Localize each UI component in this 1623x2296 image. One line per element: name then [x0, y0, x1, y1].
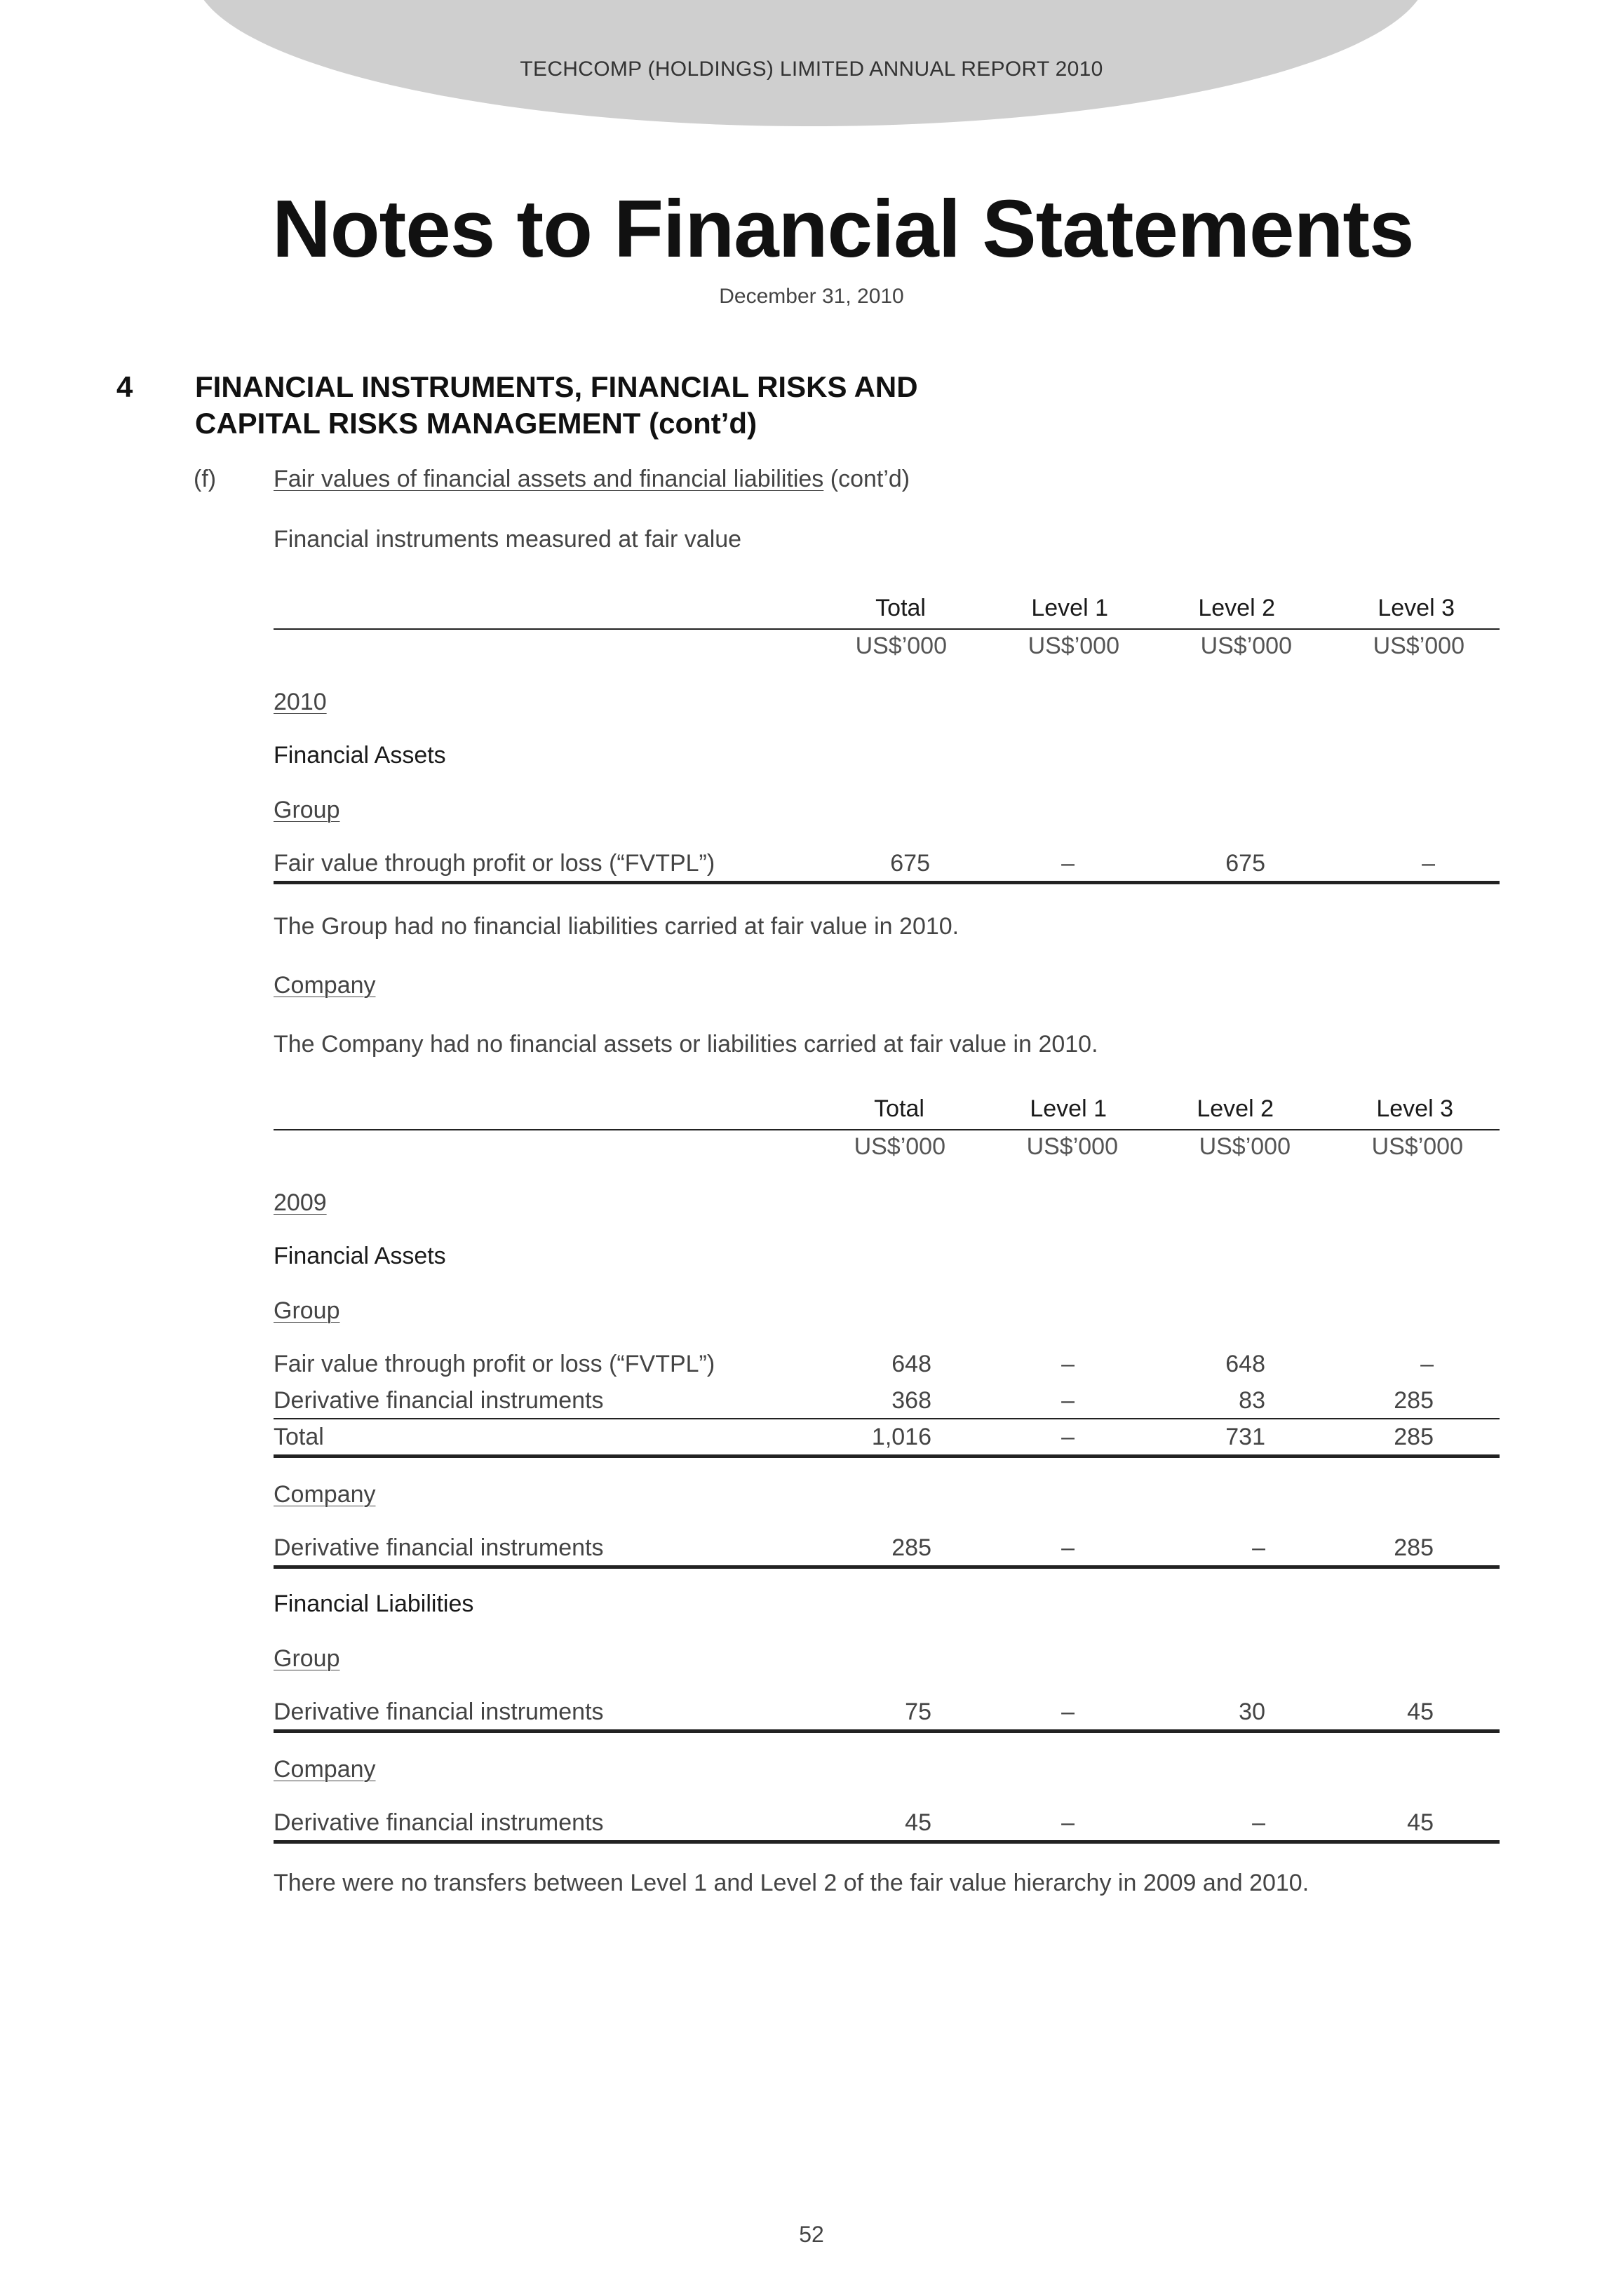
header-rule [274, 1129, 1500, 1130]
cell-level3: – [1422, 850, 1435, 877]
year-label: 2010 [274, 689, 327, 715]
cell-level2: 731 [1225, 1424, 1265, 1450]
col-header-level3: Level 3 [1378, 595, 1455, 621]
unit-level2: US$’000 [1200, 633, 1292, 659]
company-label: Company [274, 1481, 376, 1508]
unit-level1: US$’000 [1028, 633, 1119, 659]
note-heading [195, 369, 918, 442]
footnote: There were no transfers between Level 1 and Level 2 of the fair value hierarchy in 2009 and 2010. [274, 1870, 1309, 1896]
unit-level3: US$’000 [1371, 1133, 1463, 1160]
row-label: Total [274, 1424, 324, 1450]
year-label: 2009 [274, 1189, 327, 1216]
cell-level2: 83 [1239, 1387, 1265, 1414]
page-title: Notes to Financial Statements [272, 183, 1414, 274]
group-label: Group [274, 797, 340, 823]
cell-level2: – [1252, 1534, 1265, 1561]
unit-level3: US$’000 [1373, 633, 1464, 659]
intro-text: Financial instruments measured at fair value [274, 526, 742, 553]
table-rule [274, 1729, 1500, 1733]
unit-total: US$’000 [854, 1133, 945, 1160]
group-note: The Group had no financial liabilities carried at fair value in 2010. [274, 913, 959, 940]
cell-level3: 285 [1394, 1387, 1434, 1414]
table-rule [274, 1565, 1500, 1569]
company-label: Company [274, 972, 376, 999]
unit-total: US$’000 [855, 633, 947, 659]
cell-level3: 285 [1394, 1424, 1434, 1450]
row-label: Derivative financial instruments [274, 1699, 604, 1725]
unit-level1: US$’000 [1026, 1133, 1118, 1160]
group-label: Group [274, 1297, 340, 1324]
cell-level1: – [1061, 1387, 1075, 1414]
page-date: December 31, 2010 [719, 285, 904, 308]
cell-level3: 45 [1407, 1699, 1434, 1725]
sub-title [274, 466, 910, 493]
col-header-level1: Level 1 [1030, 1095, 1107, 1122]
cell-level3: 285 [1394, 1534, 1434, 1561]
sub-title-suffix: (cont’d) [823, 466, 910, 492]
unit-level2: US$’000 [1199, 1133, 1291, 1160]
sub-label: (f) [194, 466, 217, 492]
cell-level3: 45 [1407, 1809, 1434, 1836]
row-label: Derivative financial instruments [274, 1809, 604, 1836]
cell-level1: – [1061, 1351, 1075, 1377]
cell-total: 368 [891, 1387, 931, 1414]
cell-total: 675 [890, 850, 930, 877]
cell-level2: 675 [1225, 850, 1265, 877]
cell-level2: – [1252, 1809, 1265, 1836]
cell-level1: – [1061, 1699, 1075, 1725]
section-label: Financial Assets [274, 1243, 446, 1269]
cell-total: 75 [905, 1699, 931, 1725]
col-header-total: Total [875, 595, 926, 621]
cell-level1: – [1061, 1809, 1075, 1836]
subtotal-rule [274, 1418, 1500, 1419]
cell-total: 1,016 [871, 1424, 931, 1450]
cell-level1: – [1061, 1534, 1075, 1561]
note-heading-line1: FINANCIAL INSTRUMENTS, FINANCIAL RISKS AND [195, 370, 918, 403]
section-label: Financial Liabilities [274, 1591, 474, 1617]
cell-total: 648 [891, 1351, 931, 1377]
note-heading-line2: CAPITAL RISKS MANAGEMENT (cont’d) [195, 407, 757, 440]
table-rule [274, 1454, 1500, 1458]
company-note: The Company had no financial assets or liabilities carried at fair value in 2010. [274, 1031, 1098, 1058]
note-number: 4 [116, 370, 133, 403]
col-header-level3: Level 3 [1376, 1095, 1453, 1122]
col-header-level2: Level 2 [1197, 1095, 1274, 1122]
cell-total: 285 [891, 1534, 931, 1561]
col-header-total: Total [874, 1095, 924, 1122]
row-label: Derivative financial instruments [274, 1387, 604, 1414]
report-header: TECHCOMP (HOLDINGS) LIMITED ANNUAL REPORT 2010 [520, 58, 1103, 81]
col-header-level2: Level 2 [1198, 595, 1275, 621]
cell-level2: 30 [1239, 1699, 1265, 1725]
cell-level1: – [1061, 850, 1075, 877]
cell-level2: 648 [1225, 1351, 1265, 1377]
group-label: Group [274, 1645, 340, 1672]
header-rule [274, 628, 1500, 630]
row-label: Fair value through profit or loss (“FVTPL”) [274, 850, 715, 877]
company-label: Company [274, 1756, 376, 1783]
sub-title-text: Fair values of financial assets and financial liabilities [274, 466, 824, 492]
col-header-level1: Level 1 [1031, 595, 1108, 621]
cell-level3: – [1420, 1351, 1434, 1377]
table-rule [274, 1840, 1500, 1844]
page-number: 52 [799, 2222, 824, 2247]
section-label: Financial Assets [274, 742, 446, 769]
cell-level1: – [1061, 1424, 1075, 1450]
row-label: Derivative financial instruments [274, 1534, 604, 1561]
row-label: Fair value through profit or loss (“FVTPL”) [274, 1351, 715, 1377]
cell-total: 45 [905, 1809, 931, 1836]
table-rule [274, 881, 1500, 884]
